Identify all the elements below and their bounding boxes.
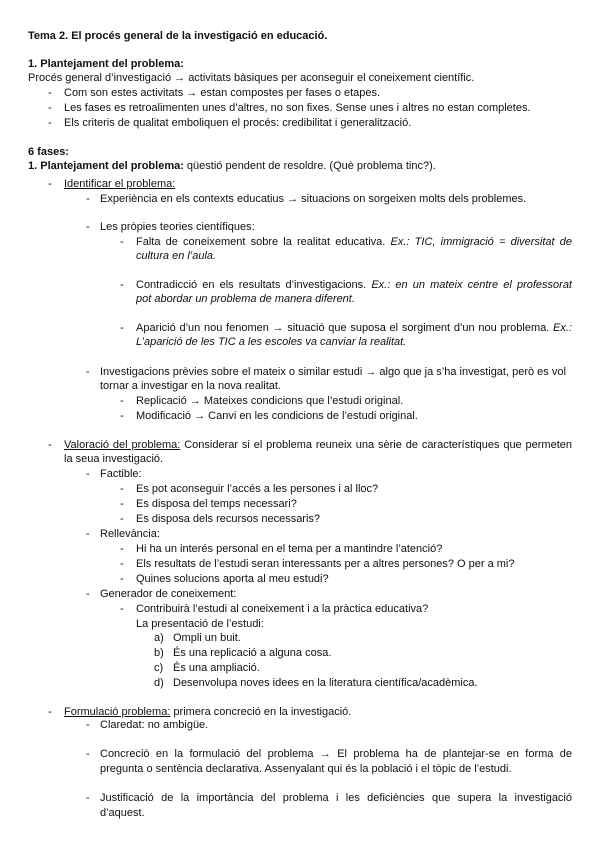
intro-text: Procés general d’investigació → activitats bàsiques per aconseguir el coneixement científic. [28,72,475,84]
formulacio-line [64,705,351,719]
list-item: És una ampliació. [173,662,260,674]
dash-marker: - [86,221,90,233]
list-item: Es pot aconseguir l’accés a les persones i al lloc? [136,483,379,495]
list-item: És una replicació a alguna cosa. [173,647,332,659]
list-item: Contribuirà l’estudi al coneixement i a la pràctica educativa? [136,603,429,615]
aparicio-example: Ex.: [553,322,572,334]
dash-marker: - [120,236,124,248]
list-item: Investigacions prèvies sobre el mateix o similar estudi → algo que ja s’ha investigat, però es vol [100,366,566,378]
dash-marker: - [86,366,90,378]
identificar-label: Identificar el problema: [64,178,176,190]
list-item: Es disposa dels recursos necessaris? [136,513,321,525]
list-item: Les pròpies teories científiques: [100,221,255,233]
contra-text: Contradicció en els resultats d’investigacions. [136,279,367,291]
list-item-cont: pregunta o sentència declarativa. Assenyalant qui és la població i el tòpic de l’estudi. [100,763,512,775]
list-item: Concreció en la formulació del problema → El problema ha de plantejar-se en forma de [100,748,572,760]
list-item: Es disposa del temps necessari? [136,498,297,510]
dash-marker: - [48,439,52,451]
dash-marker: - [120,279,124,291]
factible-label: Factible: [100,468,142,480]
page-title: Tema 2. El procés general de la investigació en educació. [28,30,328,42]
list-item [136,235,572,249]
presentacio-label: La presentació de l’estudi: [136,618,264,630]
phase-1-text: qüestió pendent de resoldre. (Què problema tinc?). [183,160,436,172]
section-heading: 1. Plantejament del problema: [28,58,184,70]
rellevancia-label: Rellevància: [100,528,160,540]
formulacio-text: primera concreció en la investigació. [170,706,352,718]
list-item: Les fases es retroalimenten unes d’altres, no son fixes. Sense unes i altres no estan completes. [64,102,531,114]
list-item: Experiència en els contexts educatius → situacions on sorgeixen molts dels problemes. [100,193,527,205]
dash-marker: - [120,498,124,510]
dash-marker: - [86,193,90,205]
enum-letter: b) [154,647,164,659]
falta-example-cont: cultura en l’aula. [136,250,217,262]
contra-example-cont: pot abordar un problema de manera diferent. [136,293,355,305]
valoracio-line [64,438,572,452]
dash-marker: - [86,588,90,600]
generador-label: Generador de coneixement: [100,588,237,600]
dash-marker: - [48,102,52,114]
falta-example: Ex.: TIC, immigració = diversitat de [390,236,573,248]
list-item [136,321,572,335]
list-item-cont: tornar a investigar en la nova realitat. [100,380,281,392]
dash-marker: - [120,603,124,615]
list-item: Hi ha un interés personal en el tema per a mantindre l’atenció? [136,543,443,555]
dash-marker: - [86,468,90,480]
aparicio-text: Aparició d’un nou fenomen → situació que suposa el sorgiment d’un nou problema. [136,322,550,334]
valoracio-label: Valoració del problema: [64,439,181,451]
dash-marker: - [120,513,124,525]
list-item: Justificació de la importància del problema i les deficiències que supera la investigació [100,792,572,804]
dash-marker: - [86,792,90,804]
enum-letter: c) [154,662,164,674]
contra-example: Ex.: en un mateix centre el professorat [371,279,572,291]
dash-marker: - [48,178,52,190]
dash-marker: - [120,322,124,334]
phases-heading: 6 fases: [28,146,69,158]
list-item: Com son estes activitats → estan compostes per fases o etapes. [64,87,381,99]
list-item: Quines solucions aporta al meu estudi? [136,573,329,585]
valoracio-text-cont: la seua investigació. [64,453,164,465]
formulacio-label: Formulació problema: [64,706,171,718]
enum-letter: a) [154,632,164,644]
dash-marker: - [48,87,52,99]
list-item: Els criteris de qualitat emboliquen el procés: credibilitat i generalització. [64,117,412,129]
dash-marker: - [120,395,124,407]
dash-marker: - [86,748,90,760]
list-item: Desenvolupa noves idees en la literatura científica/acadèmica. [173,677,478,689]
dash-marker: - [120,543,124,555]
enum-letter: d) [154,677,164,689]
dash-marker: - [48,117,52,129]
falta-text: Falta de coneixement sobre la realitat educativa. [136,236,386,248]
list-item [136,278,572,292]
dash-marker: - [120,558,124,570]
dash-marker: - [48,706,52,718]
list-item: Modificació → Canvi en les condicions de l’estudi original. [136,410,418,422]
phase-1-line [28,159,436,173]
dash-marker: - [120,410,124,422]
list-item: Ompli un buit. [173,632,241,644]
list-item: Els resultats de l’estudi seran interessants per a altres persones? O per a mi? [136,558,515,570]
dash-marker: - [86,528,90,540]
dash-marker: - [120,573,124,585]
list-item-cont: d’aquest. [100,807,145,819]
phase-1-heading: 1. Plantejament del problema: [28,160,184,172]
list-item: Claredat: no ambigüe. [100,719,209,731]
valoracio-text: Considerar si el problema reuneix una sèrie de característiques que permeten [180,439,573,451]
aparicio-example-cont: L’aparició de les TIC a les escoles va canviar la realitat. [136,336,407,348]
dash-marker: - [120,483,124,495]
list-item: Replicació → Mateixes condicions que l’estudi original. [136,395,404,407]
dash-marker: - [86,719,90,731]
